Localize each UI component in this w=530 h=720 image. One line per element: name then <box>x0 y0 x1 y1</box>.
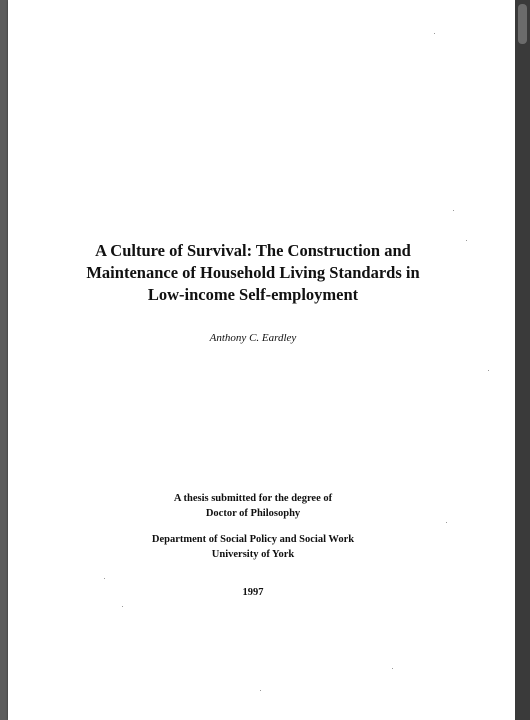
scrollbar-thumb[interactable] <box>518 4 527 44</box>
vertical-scrollbar[interactable] <box>515 0 530 720</box>
scan-speck <box>104 578 105 579</box>
scan-speck <box>466 240 467 241</box>
scan-speck <box>434 33 435 34</box>
degree-line-2: Doctor of Philosophy <box>205 508 301 519</box>
degree-statement <box>8 491 498 521</box>
title-line-3: Low-income Self-employment <box>147 285 359 304</box>
scan-speck <box>260 690 261 691</box>
scan-speck <box>446 522 447 523</box>
submission-year: 1997 <box>242 587 264 598</box>
title-line-2: Maintenance of Household Living Standards in <box>86 263 420 282</box>
scan-speck <box>488 370 489 371</box>
author-name: Anthony C. Eardley <box>209 332 297 344</box>
scan-speck <box>392 668 393 669</box>
degree-line-1: A thesis submitted for the degree of <box>173 493 333 504</box>
university-line: University of York <box>211 549 295 560</box>
document-page <box>8 0 515 720</box>
thesis-title <box>8 240 498 306</box>
department-block <box>8 532 498 562</box>
scan-speck <box>122 606 123 607</box>
title-line-1: A Culture of Survival: The Construction and <box>95 241 411 260</box>
scan-speck <box>453 210 454 211</box>
department-line: Department of Social Policy and Social Work <box>151 534 355 545</box>
